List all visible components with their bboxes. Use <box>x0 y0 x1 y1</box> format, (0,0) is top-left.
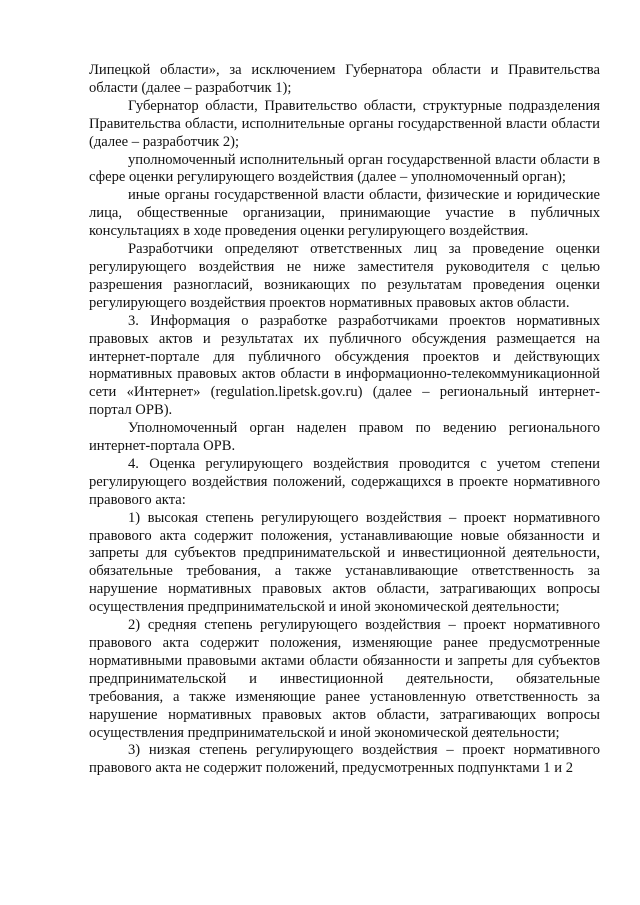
paragraph-responsible-persons: Разработчики определяют ответственных лиц за проведение оценки регулирующего воздействия не ниже заместителя руководителя с целью разрешения разногласий, возникающих по результатам проведения оценки регулирующего воздействия проектов нормативных правовых актов области. <box>89 241 600 311</box>
paragraph-other-participants: иные органы государственной власти области, физические и юридические лица, общественные организации, принимающие участие в публичных консультациях в ходе проведения оценки регулирующего воздействия. <box>89 187 600 240</box>
paragraph-authorized-body: уполномоченный исполнительный орган государственной власти области в сфере оценки регулирующего воздействия (далее – уполномоченный орган); <box>89 151 600 186</box>
paragraph-high-degree: 1) высокая степень регулирующего воздействия – проект нормативного правового акта содержит положения, устанавливающие новые обязанности и запреты для субъектов предпринимательской и инвестиционной деятельности, обязательные требования, а также устанавливающие ответственность за нарушение нормативных правовых актов области, затрагивающих вопросы осуществления предпринимательской и иной экономической деятельности; <box>89 509 600 616</box>
paragraph-developer-1-end: Липецкой области», за исключением Губернатора области и Правительства области (далее – разработчик 1); <box>89 62 600 96</box>
paragraph-item-4-degree: 4. Оценка регулирующего воздействия проводится с учетом степени регулирующего воздействия положений, содержащихся в проекте нормативного правового акта: <box>89 455 600 508</box>
paragraph-developer-2: Губернатор области, Правительство области, структурные подразделения Правительства области, исполнительные органы государственной власти области (далее – разработчик 2); <box>89 97 600 150</box>
paragraph-low-degree: 3) низкая степень регулирующего воздействия – проект нормативного правового акта не содержит положений, предусмотренных подпунктами 1 и 2 <box>89 742 600 777</box>
paragraph-portal-administration: Уполномоченный орган наделен правом по ведению регионального интернет-портала ОРВ. <box>89 420 600 455</box>
paragraph-medium-degree: 2) средняя степень регулирующего воздействия – проект нормативного правового акта содержит положения, изменяющие ранее предусмотренные нормативными правовыми актами области обязанности и запреты для субъектов предпринимательской и инвестиционной деятельности, обязательные требования, а также изменяющие ранее установленную ответственность за нарушение нормативных правовых актов области, затрагивающих вопросы осуществления предпринимательской и иной экономической деятельности; <box>89 617 600 741</box>
paragraph-item-3-portal: 3. Информация о разработке разработчиками проектов нормативных правовых актов и результатах их публичного обсуждения размещается на интернет-портале для публичного обсуждения проектов и действующих нормативных правовых актов области в информационно-телекоммуникационной сети «Интернет» (regulation.lipetsk.gov.ru) (далее – региональный интернет-портал ОРВ). <box>89 312 600 419</box>
